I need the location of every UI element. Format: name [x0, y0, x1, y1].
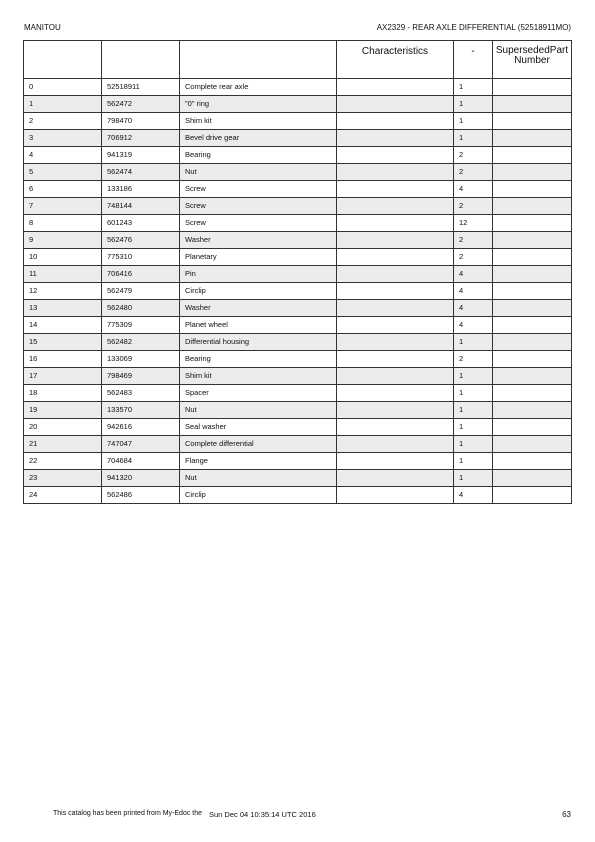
characteristics-cell — [337, 351, 454, 368]
description-cell: Shim kit — [180, 368, 337, 385]
part-number-cell: 562482 — [102, 334, 180, 351]
part-number-cell: 706912 — [102, 130, 180, 147]
part-number-cell: 562476 — [102, 232, 180, 249]
table-header — [24, 41, 572, 79]
page-number: 63 — [562, 810, 571, 819]
superseded-part-cell — [493, 232, 572, 249]
item-number-cell: 8 — [24, 215, 102, 232]
quantity-cell: 1 — [454, 419, 493, 436]
characteristics-cell — [337, 334, 454, 351]
characteristics-cell — [337, 130, 454, 147]
part-number-cell: 562486 — [102, 487, 180, 504]
part-number-cell: 942616 — [102, 419, 180, 436]
item-number-cell: 6 — [24, 181, 102, 198]
part-number-cell: 775309 — [102, 317, 180, 334]
part-number-cell: 775310 — [102, 249, 180, 266]
description-cell: Differential housing — [180, 334, 337, 351]
document-title: AX2329 - REAR AXLE DIFFERENTIAL (52518911MO) — [376, 23, 571, 32]
characteristics-cell — [337, 453, 454, 470]
part-number-cell: 798470 — [102, 113, 180, 130]
item-number-cell: 13 — [24, 300, 102, 317]
description-cell: Circlip — [180, 283, 337, 300]
characteristics-cell — [337, 181, 454, 198]
footer-print-date: Sun Dec 04 10:35:14 UTC 2016 — [209, 810, 316, 819]
quantity-cell: 4 — [454, 487, 493, 504]
description-cell: Planet wheel — [180, 317, 337, 334]
table-row — [24, 487, 572, 504]
quantity-cell: 4 — [454, 181, 493, 198]
table-row — [24, 317, 572, 334]
table-row — [24, 164, 572, 181]
part-number-cell: 52518911 — [102, 79, 180, 96]
header-row — [24, 41, 572, 79]
part-number-cell: 601243 — [102, 215, 180, 232]
description-cell: Screw — [180, 215, 337, 232]
part-number-cell: 562472 — [102, 96, 180, 113]
superseded-part-cell — [493, 96, 572, 113]
description-cell: Washer — [180, 232, 337, 249]
quantity-cell: 1 — [454, 96, 493, 113]
superseded-part-cell — [493, 198, 572, 215]
table-row — [24, 198, 572, 215]
characteristics-cell — [337, 317, 454, 334]
superseded-part-cell — [493, 300, 572, 317]
characteristics-cell — [337, 283, 454, 300]
table-row — [24, 351, 572, 368]
footer-printed-note: This catalog has been printed from My-Edoc the — [53, 810, 203, 817]
part-number-cell: 747047 — [102, 436, 180, 453]
table-row — [24, 79, 572, 96]
part-number-cell: 133186 — [102, 181, 180, 198]
quantity-cell: 1 — [454, 453, 493, 470]
header-superseded-part-number: SupersededPartNumber — [493, 41, 572, 79]
quantity-cell: 4 — [454, 317, 493, 334]
table-row — [24, 266, 572, 283]
description-cell: Planetary — [180, 249, 337, 266]
characteristics-cell — [337, 147, 454, 164]
quantity-cell: 2 — [454, 351, 493, 368]
superseded-part-cell — [493, 266, 572, 283]
table-row — [24, 113, 572, 130]
item-number-cell: 10 — [24, 249, 102, 266]
header-cell-empty — [24, 41, 102, 79]
description-cell: Flange — [180, 453, 337, 470]
quantity-cell: 4 — [454, 283, 493, 300]
characteristics-cell — [337, 164, 454, 181]
table-row — [24, 147, 572, 164]
item-number-cell: 3 — [24, 130, 102, 147]
header-dash: - — [454, 41, 493, 79]
part-number-cell: 798469 — [102, 368, 180, 385]
description-cell: Bevel drive gear — [180, 130, 337, 147]
table-row — [24, 419, 572, 436]
item-number-cell: 12 — [24, 283, 102, 300]
description-cell: Nut — [180, 402, 337, 419]
part-number-cell: 941319 — [102, 147, 180, 164]
characteristics-cell — [337, 96, 454, 113]
item-number-cell: 20 — [24, 419, 102, 436]
superseded-part-cell — [493, 436, 572, 453]
item-number-cell: 24 — [24, 487, 102, 504]
superseded-part-cell — [493, 130, 572, 147]
description-cell: Seal washer — [180, 419, 337, 436]
item-number-cell: 16 — [24, 351, 102, 368]
table-row — [24, 385, 572, 402]
part-number-cell: 133069 — [102, 351, 180, 368]
table-row — [24, 283, 572, 300]
description-cell: Spacer — [180, 385, 337, 402]
characteristics-cell — [337, 215, 454, 232]
superseded-part-cell — [493, 215, 572, 232]
characteristics-cell — [337, 249, 454, 266]
item-number-cell: 23 — [24, 470, 102, 487]
superseded-part-cell — [493, 79, 572, 96]
superseded-part-cell — [493, 368, 572, 385]
description-cell: Complete rear axle — [180, 79, 337, 96]
table-row — [24, 368, 572, 385]
description-cell: Nut — [180, 164, 337, 181]
superseded-part-cell — [493, 317, 572, 334]
description-cell: Pin — [180, 266, 337, 283]
characteristics-cell — [337, 79, 454, 96]
quantity-cell: 2 — [454, 198, 493, 215]
quantity-cell: 1 — [454, 368, 493, 385]
characteristics-cell — [337, 113, 454, 130]
description-cell: Washer — [180, 300, 337, 317]
characteristics-cell — [337, 436, 454, 453]
description-cell: Circlip — [180, 487, 337, 504]
quantity-cell: 1 — [454, 113, 493, 130]
item-number-cell: 11 — [24, 266, 102, 283]
quantity-cell: 4 — [454, 266, 493, 283]
characteristics-cell — [337, 487, 454, 504]
characteristics-cell — [337, 419, 454, 436]
item-number-cell: 17 — [24, 368, 102, 385]
superseded-part-cell — [493, 113, 572, 130]
part-number-cell: 562474 — [102, 164, 180, 181]
superseded-part-cell — [493, 181, 572, 198]
item-number-cell: 4 — [24, 147, 102, 164]
part-number-cell: 704684 — [102, 453, 180, 470]
quantity-cell: 1 — [454, 436, 493, 453]
item-number-cell: 22 — [24, 453, 102, 470]
item-number-cell: 19 — [24, 402, 102, 419]
header-characteristics: Characteristics — [337, 41, 454, 79]
table-row — [24, 470, 572, 487]
table-row — [24, 249, 572, 266]
table-row — [24, 436, 572, 453]
description-cell: Shim kit — [180, 113, 337, 130]
superseded-part-cell — [493, 334, 572, 351]
quantity-cell: 4 — [454, 300, 493, 317]
quantity-cell: 2 — [454, 249, 493, 266]
description-cell: Bearing — [180, 351, 337, 368]
quantity-cell: 2 — [454, 164, 493, 181]
item-number-cell: 15 — [24, 334, 102, 351]
table-row — [24, 96, 572, 113]
item-number-cell: 18 — [24, 385, 102, 402]
item-number-cell: 0 — [24, 79, 102, 96]
description-cell: Complete differential — [180, 436, 337, 453]
superseded-part-cell — [493, 147, 572, 164]
characteristics-cell — [337, 198, 454, 215]
table-row — [24, 300, 572, 317]
superseded-part-cell — [493, 470, 572, 487]
description-cell: Screw — [180, 181, 337, 198]
table-row — [24, 232, 572, 249]
superseded-part-cell — [493, 283, 572, 300]
characteristics-cell — [337, 266, 454, 283]
quantity-cell: 2 — [454, 232, 493, 249]
table-row — [24, 334, 572, 351]
quantity-cell: 1 — [454, 130, 493, 147]
superseded-part-cell — [493, 164, 572, 181]
quantity-cell: 1 — [454, 334, 493, 351]
quantity-cell: 1 — [454, 402, 493, 419]
item-number-cell: 21 — [24, 436, 102, 453]
characteristics-cell — [337, 402, 454, 419]
quantity-cell: 1 — [454, 79, 493, 96]
item-number-cell: 2 — [24, 113, 102, 130]
part-number-cell: 562479 — [102, 283, 180, 300]
brand-name: MANITOU — [24, 23, 61, 32]
quantity-cell: 2 — [454, 147, 493, 164]
table-row — [24, 181, 572, 198]
parts-table — [23, 40, 572, 504]
part-number-cell: 941320 — [102, 470, 180, 487]
part-number-cell: 748144 — [102, 198, 180, 215]
table-row — [24, 402, 572, 419]
description-cell: Bearing — [180, 147, 337, 164]
quantity-cell: 1 — [454, 470, 493, 487]
table-row — [24, 453, 572, 470]
part-number-cell: 562483 — [102, 385, 180, 402]
characteristics-cell — [337, 300, 454, 317]
part-number-cell: 562480 — [102, 300, 180, 317]
superseded-part-cell — [493, 419, 572, 436]
item-number-cell: 9 — [24, 232, 102, 249]
characteristics-cell — [337, 368, 454, 385]
item-number-cell: 7 — [24, 198, 102, 215]
table-body — [24, 79, 572, 504]
item-number-cell: 1 — [24, 96, 102, 113]
superseded-part-cell — [493, 385, 572, 402]
description-cell: "0" ring — [180, 96, 337, 113]
part-number-cell: 706416 — [102, 266, 180, 283]
characteristics-cell — [337, 385, 454, 402]
description-cell: Nut — [180, 470, 337, 487]
superseded-part-cell — [493, 402, 572, 419]
superseded-part-cell — [493, 351, 572, 368]
table-row — [24, 130, 572, 147]
superseded-part-cell — [493, 487, 572, 504]
item-number-cell: 5 — [24, 164, 102, 181]
superseded-part-cell — [493, 249, 572, 266]
header-cell-empty — [102, 41, 180, 79]
part-number-cell: 133570 — [102, 402, 180, 419]
superseded-part-cell — [493, 453, 572, 470]
table-row — [24, 215, 572, 232]
characteristics-cell — [337, 470, 454, 487]
quantity-cell: 1 — [454, 385, 493, 402]
header-cell-empty — [180, 41, 337, 79]
item-number-cell: 14 — [24, 317, 102, 334]
characteristics-cell — [337, 232, 454, 249]
quantity-cell: 12 — [454, 215, 493, 232]
description-cell: Screw — [180, 198, 337, 215]
